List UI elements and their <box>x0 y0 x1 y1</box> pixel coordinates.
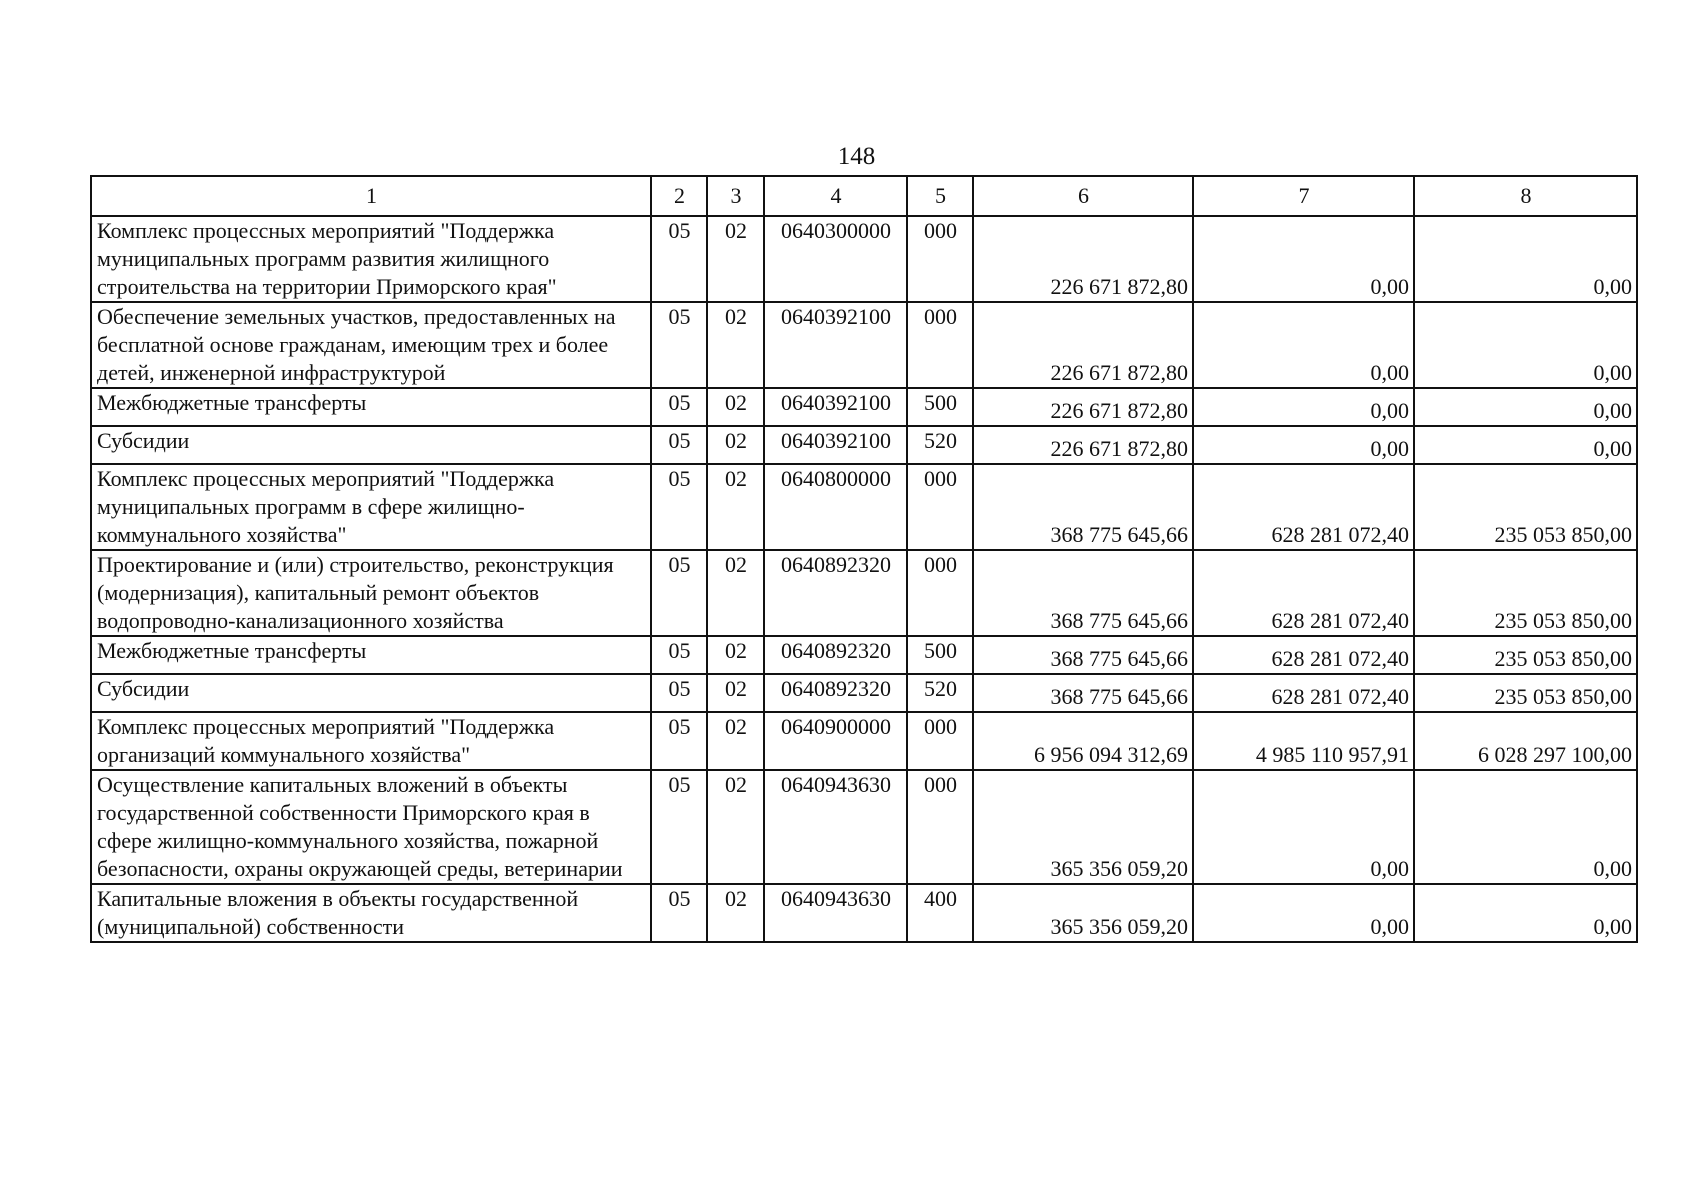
row-target-code: 0640900000 <box>764 712 907 770</box>
header-col-6: 6 <box>973 176 1193 216</box>
row-amount-6: 368 775 645,66 <box>973 636 1193 674</box>
row-amount-6: 6 956 094 312,69 <box>973 712 1193 770</box>
table-row <box>91 550 1637 636</box>
row-amount-8: 235 053 850,00 <box>1414 636 1637 674</box>
row-amount-6: 226 671 872,80 <box>973 426 1193 464</box>
row-subsection: 02 <box>707 770 764 884</box>
row-name: Капитальные вложения в объекты государственной (муниципальной) собственности <box>91 884 651 942</box>
row-amount-8: 0,00 <box>1414 426 1637 464</box>
row-section: 05 <box>651 674 707 712</box>
row-amount-6: 226 671 872,80 <box>973 216 1193 302</box>
row-section: 05 <box>651 770 707 884</box>
row-amount-6: 368 775 645,66 <box>973 464 1193 550</box>
row-target-code: 0640943630 <box>764 884 907 942</box>
row-amount-7: 628 281 072,40 <box>1193 464 1414 550</box>
row-expense-type: 000 <box>907 550 973 636</box>
row-name: Субсидии <box>91 426 651 464</box>
row-expense-type: 000 <box>907 216 973 302</box>
page-number: 148 <box>837 143 876 170</box>
row-name: Межбюджетные трансферты <box>91 388 651 426</box>
row-subsection: 02 <box>707 216 764 302</box>
row-subsection: 02 <box>707 884 764 942</box>
row-name: Комплекс процессных мероприятий "Поддержка организаций коммунального хозяйства" <box>91 712 651 770</box>
row-name: Осуществление капитальных вложений в объекты государственной собственности Приморского края в сфере жилищно-коммунального хозяйства, пожарной безопасности, охраны окружающей среды, ветеринарии <box>91 770 651 884</box>
row-name: Проектирование и (или) строительство, реконструкция (модернизация), капитальный ремонт объектов водопроводно-канализационного хозяйства <box>91 550 651 636</box>
row-amount-8: 6 028 297 100,00 <box>1414 712 1637 770</box>
row-amount-8: 235 053 850,00 <box>1414 674 1637 712</box>
header-col-8: 8 <box>1414 176 1637 216</box>
row-expense-type: 500 <box>907 388 973 426</box>
row-amount-6: 226 671 872,80 <box>973 388 1193 426</box>
table-row <box>91 674 1637 712</box>
row-amount-7: 0,00 <box>1193 770 1414 884</box>
row-amount-8: 0,00 <box>1414 388 1637 426</box>
table-header <box>91 176 1637 216</box>
row-expense-type: 000 <box>907 712 973 770</box>
row-section: 05 <box>651 712 707 770</box>
row-section: 05 <box>651 426 707 464</box>
row-section: 05 <box>651 884 707 942</box>
row-subsection: 02 <box>707 550 764 636</box>
row-amount-8: 0,00 <box>1414 216 1637 302</box>
row-name: Комплекс процессных мероприятий "Поддержка муниципальных программ в сфере жилищно-коммунального хозяйства" <box>91 464 651 550</box>
row-name: Межбюджетные трансферты <box>91 636 651 674</box>
budget-table <box>90 175 1638 943</box>
table-row <box>91 636 1637 674</box>
header-col-5: 5 <box>907 176 973 216</box>
table-row <box>91 770 1637 884</box>
table-row <box>91 302 1637 388</box>
row-expense-type: 500 <box>907 636 973 674</box>
row-amount-7: 0,00 <box>1193 884 1414 942</box>
row-amount-7: 0,00 <box>1193 302 1414 388</box>
row-amount-7: 0,00 <box>1193 388 1414 426</box>
row-target-code: 0640392100 <box>764 426 907 464</box>
row-target-code: 0640892320 <box>764 636 907 674</box>
row-expense-type: 520 <box>907 674 973 712</box>
row-target-code: 0640892320 <box>764 550 907 636</box>
row-name: Комплекс процессных мероприятий "Поддержка муниципальных программ развития жилищного строительства на территории Приморского края" <box>91 216 651 302</box>
row-subsection: 02 <box>707 426 764 464</box>
row-target-code: 0640800000 <box>764 464 907 550</box>
table-row <box>91 464 1637 550</box>
row-target-code: 0640943630 <box>764 770 907 884</box>
row-amount-7: 628 281 072,40 <box>1193 550 1414 636</box>
table-body <box>91 216 1637 942</box>
row-amount-6: 365 356 059,20 <box>973 770 1193 884</box>
row-target-code: 0640392100 <box>764 302 907 388</box>
header-col-4: 4 <box>764 176 907 216</box>
row-amount-8: 0,00 <box>1414 884 1637 942</box>
row-section: 05 <box>651 636 707 674</box>
row-subsection: 02 <box>707 712 764 770</box>
row-amount-6: 368 775 645,66 <box>973 674 1193 712</box>
header-col-3: 3 <box>707 176 764 216</box>
row-amount-8: 0,00 <box>1414 770 1637 884</box>
row-amount-7: 628 281 072,40 <box>1193 636 1414 674</box>
row-section: 05 <box>651 464 707 550</box>
row-section: 05 <box>651 216 707 302</box>
row-target-code: 0640392100 <box>764 388 907 426</box>
row-expense-type: 520 <box>907 426 973 464</box>
row-amount-7: 4 985 110 957,91 <box>1193 712 1414 770</box>
table-row <box>91 426 1637 464</box>
row-amount-6: 226 671 872,80 <box>973 302 1193 388</box>
header-col-2: 2 <box>651 176 707 216</box>
row-section: 05 <box>651 302 707 388</box>
row-subsection: 02 <box>707 636 764 674</box>
row-subsection: 02 <box>707 388 764 426</box>
row-amount-8: 235 053 850,00 <box>1414 550 1637 636</box>
row-expense-type: 000 <box>907 464 973 550</box>
header-row <box>91 176 1637 216</box>
row-name: Субсидии <box>91 674 651 712</box>
row-amount-8: 0,00 <box>1414 302 1637 388</box>
row-name: Обеспечение земельных участков, предоставленных на бесплатной основе гражданам, имеющим трех и более детей, инженерной инфраструктурой <box>91 302 651 388</box>
row-expense-type: 400 <box>907 884 973 942</box>
row-amount-6: 365 356 059,20 <box>973 884 1193 942</box>
table-row <box>91 388 1637 426</box>
row-target-code: 0640892320 <box>764 674 907 712</box>
row-amount-6: 368 775 645,66 <box>973 550 1193 636</box>
header-col-7: 7 <box>1193 176 1414 216</box>
row-expense-type: 000 <box>907 302 973 388</box>
table-row <box>91 712 1637 770</box>
row-expense-type: 000 <box>907 770 973 884</box>
row-amount-7: 0,00 <box>1193 426 1414 464</box>
row-subsection: 02 <box>707 674 764 712</box>
row-amount-8: 235 053 850,00 <box>1414 464 1637 550</box>
row-amount-7: 628 281 072,40 <box>1193 674 1414 712</box>
row-subsection: 02 <box>707 302 764 388</box>
row-amount-7: 0,00 <box>1193 216 1414 302</box>
row-section: 05 <box>651 388 707 426</box>
table-row <box>91 884 1637 942</box>
row-target-code: 0640300000 <box>764 216 907 302</box>
row-section: 05 <box>651 550 707 636</box>
row-subsection: 02 <box>707 464 764 550</box>
table-row <box>91 216 1637 302</box>
header-col-1: 1 <box>91 176 651 216</box>
